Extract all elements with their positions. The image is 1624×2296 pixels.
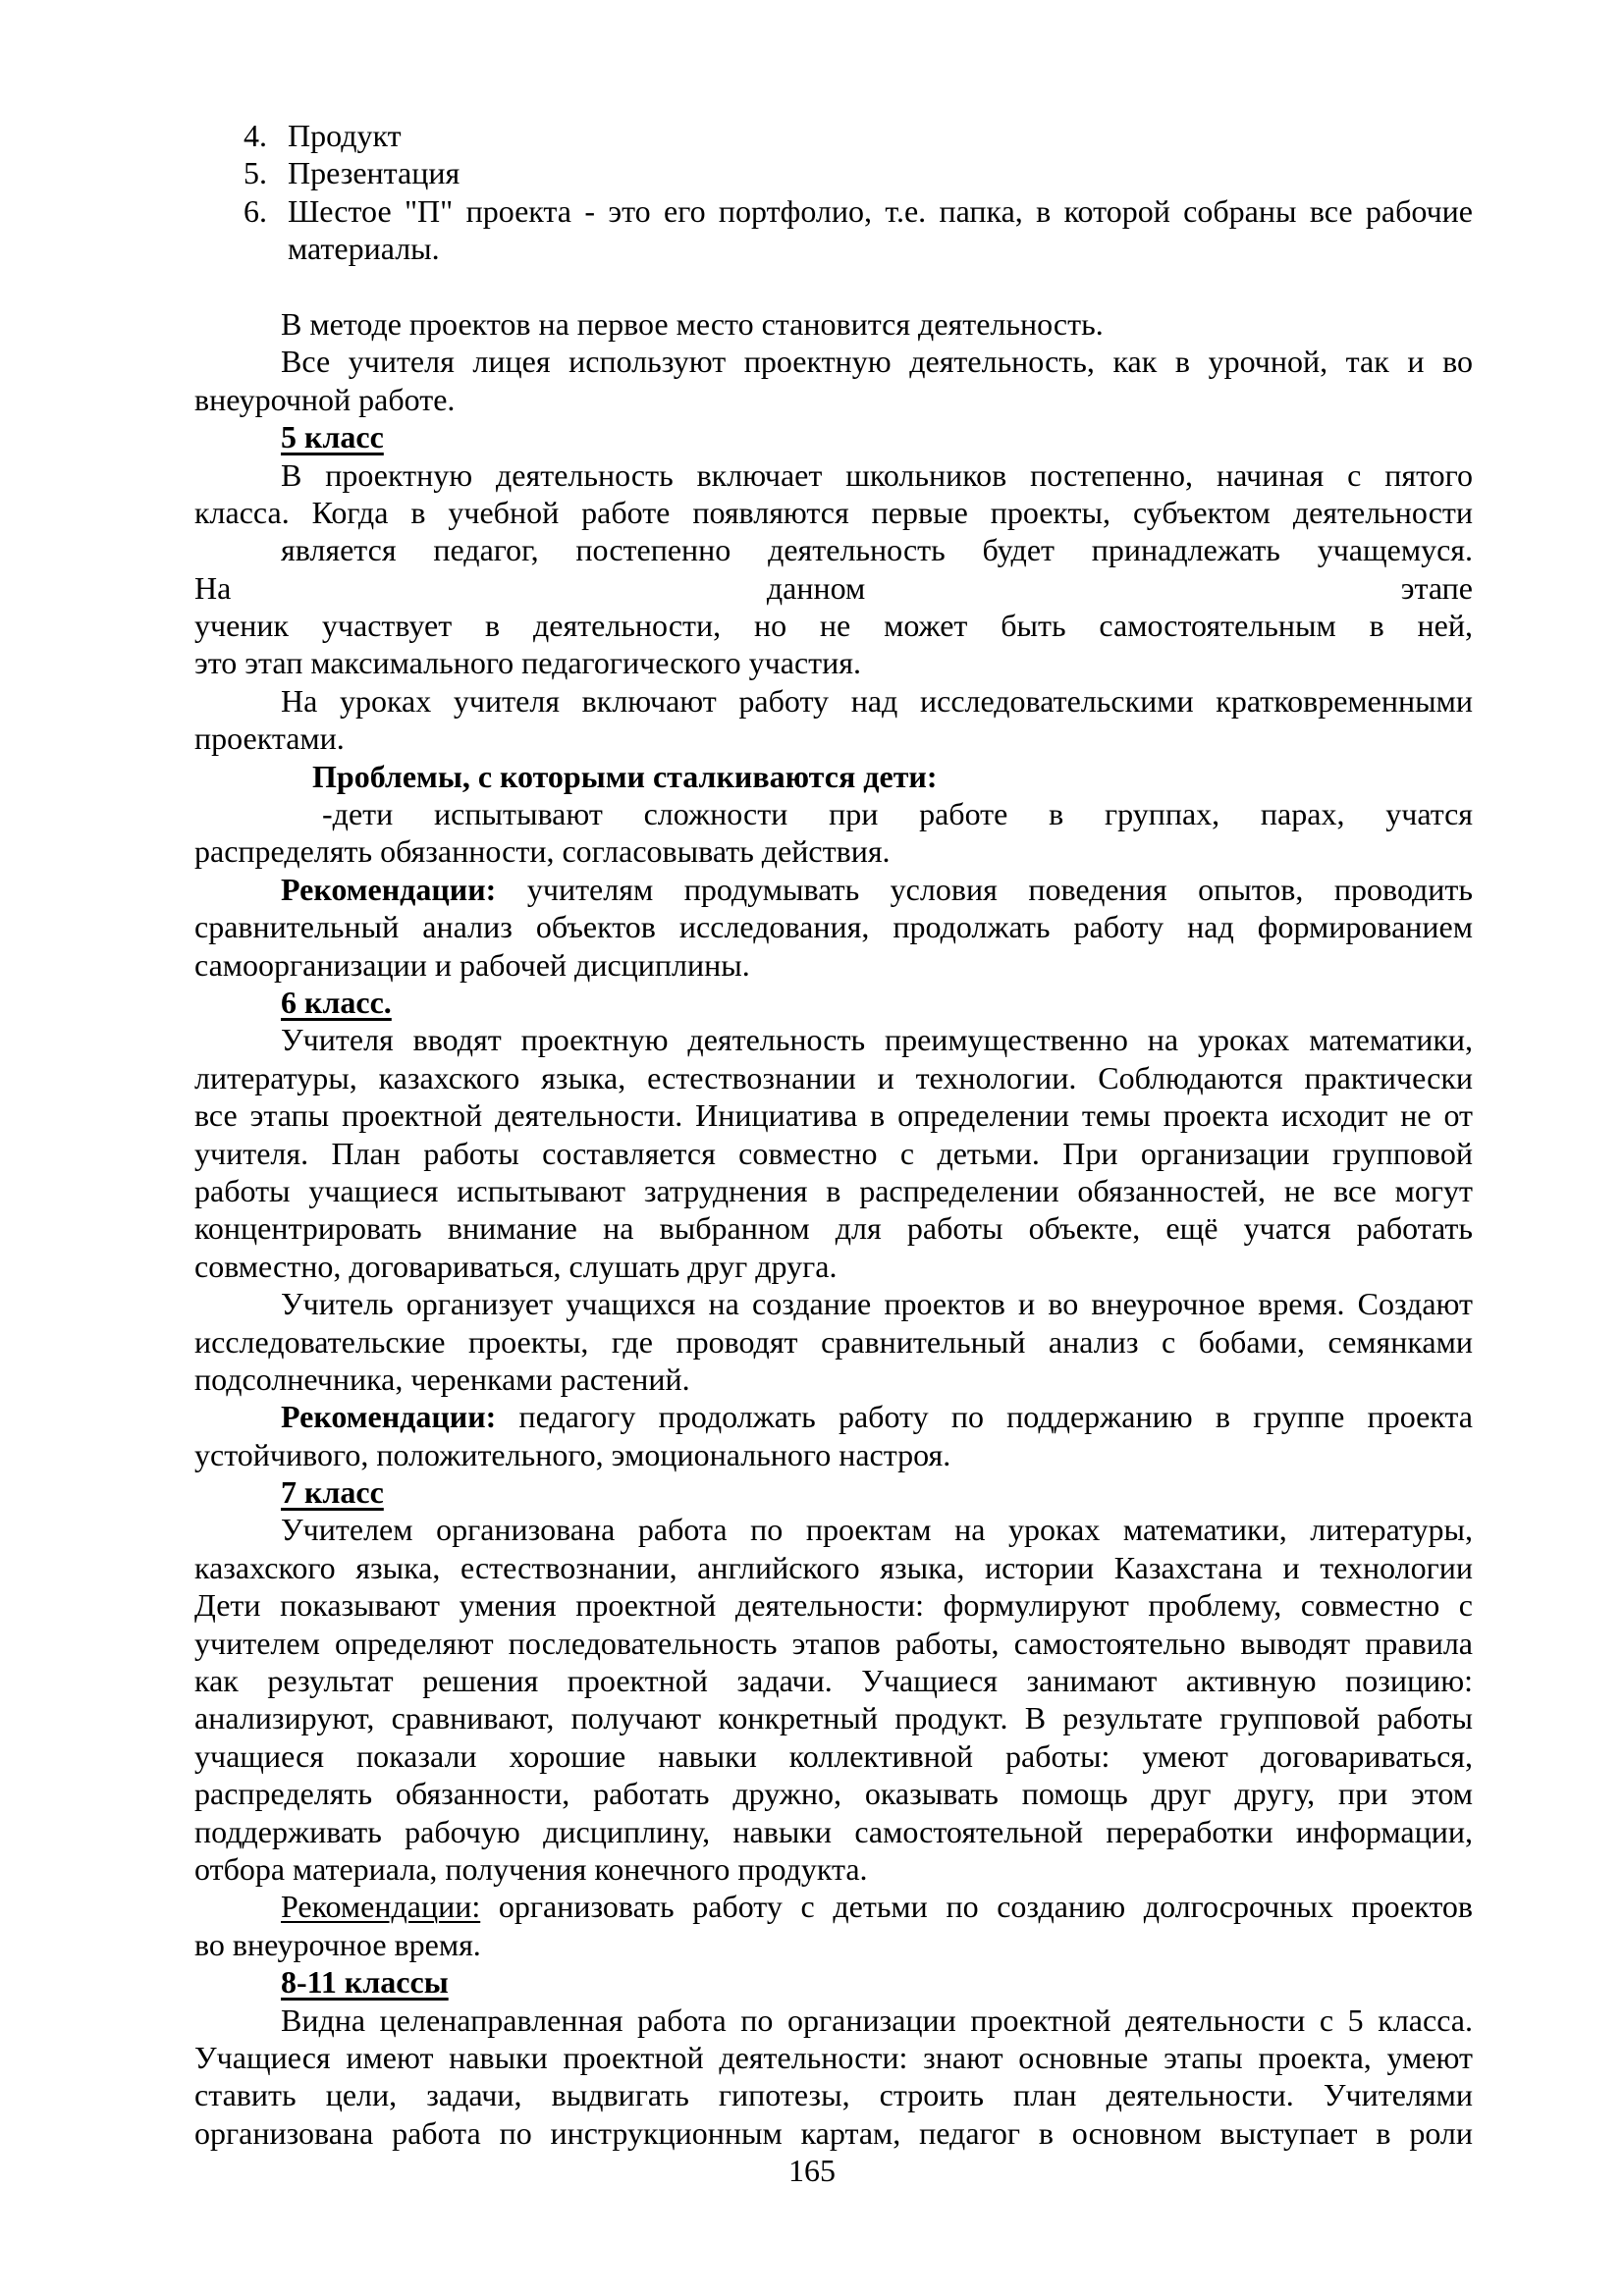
text-line: литературы, казахского языка, естествознании и технологии. Соблюдаются практически	[194, 1059, 1473, 1095]
text-line: распределять обязанности, работать дружно, оказывать помощь друг другу, при этом	[194, 1776, 1473, 1812]
text-line: совместно, договариваться, слушать друг друга.	[194, 1248, 838, 1284]
text-line: поддерживать рабочую дисциплину, навыки самостоятельной переработки информации,	[194, 1813, 1473, 1849]
text-line: проектами.	[194, 721, 345, 757]
text-line: самоорганизации и рабочей дисциплины.	[194, 946, 750, 983]
text-line: На уроках учителя включают работу над исследовательскими кратковременными	[281, 682, 1473, 719]
text-line: является педагог, постепенно деятельность будет принадлежать учащемуся.	[281, 532, 1473, 568]
text-line: анализируют, сравнивают, получают конкретный продукт. В результате групповой работы	[194, 1700, 1473, 1736]
recommendations-line	[194, 871, 1473, 908]
list-item-text: Продукт	[288, 118, 402, 153]
recommendations-label: Рекомендации:	[281, 871, 497, 907]
text-line: устойчивого, положительного, эмоционального настроя.	[194, 1436, 951, 1472]
text-line: это этап максимального педагогического участия.	[194, 645, 861, 681]
document-body	[194, 117, 1473, 2152]
text-line: внеурочной работе.	[194, 381, 456, 417]
text-line: В проектную деятельность включает школьников постепенно, начиная с пятого	[281, 456, 1473, 493]
text-line: ученик участвует в деятельности, но не может быть самостоятельным в ней,	[194, 608, 1473, 644]
text-line: казахского языка, естествознании, английского языка, истории Казахстана и технологии	[194, 1549, 1473, 1585]
recommendations-line	[194, 1398, 1473, 1435]
list-item	[194, 117, 1473, 154]
list-item	[194, 154, 1473, 191]
section-heading-grade-5	[194, 418, 1473, 455]
text-line: Дети показывают умения проектной деятельности: формулируют проблему, совместно с	[194, 1587, 1473, 1624]
text-line: Учащиеся имеют навыки проектной деятельности: знают основные этапы проекта, умеют	[194, 2039, 1473, 2075]
text-line: как результат решения проектной задачи. Учащиеся занимают активную позицию:	[194, 1663, 1473, 1699]
text-run: педагогу продолжать работу по поддержанию в группе проекта	[496, 1399, 1473, 1435]
text-line: во внеурочное время.	[194, 1926, 481, 1962]
text-line: Все учителя лицея используют проектную деятельность, как в урочной, так и во	[281, 344, 1473, 380]
recommendations-line	[194, 1888, 1473, 1925]
text-line: -дети испытывают сложности при работе в группах, парах, учатся	[322, 796, 1473, 832]
list-item-text: Презентация	[288, 155, 460, 191]
text-line: ставить цели, задачи, выдвигать гипотезы, строить план деятельности. Учителями	[194, 2077, 1473, 2113]
recommendations-label: Рекомендации:	[281, 1889, 481, 1925]
text-line: Учителя вводят проектную деятельность преимущественно на уроках математики,	[281, 1022, 1473, 1058]
text-line: На данном этапе	[194, 569, 1473, 606]
list-item-text: Шестое "П" проекта - это его портфолио, т.е. папка, в которой собраны все рабочие	[288, 192, 1473, 229]
page-number: 165	[788, 2153, 836, 2188]
text-line: распределять обязанности, согласовывать действия.	[194, 833, 891, 870]
text-line: все этапы проектной деятельности. Инициатива в определении темы проекта исходит не от	[194, 1097, 1473, 1134]
subheading-problems: Проблемы, с которыми сталкиваются дети:	[312, 758, 938, 794]
recommendations-label: Рекомендации:	[281, 1399, 497, 1435]
section-heading-grade-7	[194, 1473, 1473, 1511]
text-run: учителям продумывать условия поведения опытов, проводить	[496, 871, 1473, 907]
text-line: отбора материала, получения конечного продукта.	[194, 1850, 868, 1887]
list-item-number: 5.	[244, 155, 267, 191]
text-line: организована работа по инструкционным картам, педагог в основном выступает в роли	[194, 2114, 1473, 2151]
list-item	[194, 192, 1473, 230]
text-line: сравнительный анализ объектов исследования, продолжать работу над формированием	[194, 909, 1473, 945]
text-line: класса. Когда в учебной работе появляются первые проекты, субъектом деятельности	[194, 494, 1473, 530]
text-line: концентрировать внимание на выбранном для работы объекте, ещё учатся работать	[194, 1210, 1473, 1247]
text-line: Учителем организована работа по проектам на уроках математики, литературы,	[281, 1512, 1473, 1548]
list-item-number: 4.	[244, 118, 267, 153]
heading-text: 5 класс	[281, 419, 384, 455]
text-line: работы учащиеся испытывают затруднения в распределении обязанностей, не все могут	[194, 1172, 1473, 1208]
text-line: В методе проектов на первое место становится деятельность.	[281, 305, 1104, 342]
text-line: материалы.	[288, 231, 440, 267]
text-line: Видна целенаправленная работа по организации проектной деятельности с 5 класса.	[281, 2002, 1473, 2038]
heading-text: 8-11 классы	[281, 1964, 449, 2001]
text-line: подсолнечника, черенками растений.	[194, 1361, 690, 1397]
section-heading-grade-6	[194, 984, 1473, 1021]
text-line: Учитель организует учащихся на создание проектов и во внеурочное время. Создают	[281, 1286, 1473, 1322]
text-line: учителя. План работы составляется совместно с детьми. При организации групповой	[194, 1135, 1473, 1171]
text-line: учителем определяют последовательность этапов работы, самостоятельно выводят правила	[194, 1625, 1473, 1661]
text-line: учащиеся показали хорошие навыки коллективной работы: умеют договариваться,	[194, 1737, 1473, 1774]
list-item-number: 6.	[244, 192, 267, 229]
blank-line	[194, 268, 1473, 305]
section-heading-grades-8-11	[194, 1963, 1473, 2001]
heading-text: 7 класс	[281, 1474, 384, 1511]
text-line: исследовательские проекты, где проводят сравнительный анализ с бобами, семянками	[194, 1323, 1473, 1360]
text-run: организовать работу с детьми по созданию долгосрочных проектов	[480, 1889, 1473, 1925]
heading-text: 6 класс.	[281, 984, 392, 1020]
